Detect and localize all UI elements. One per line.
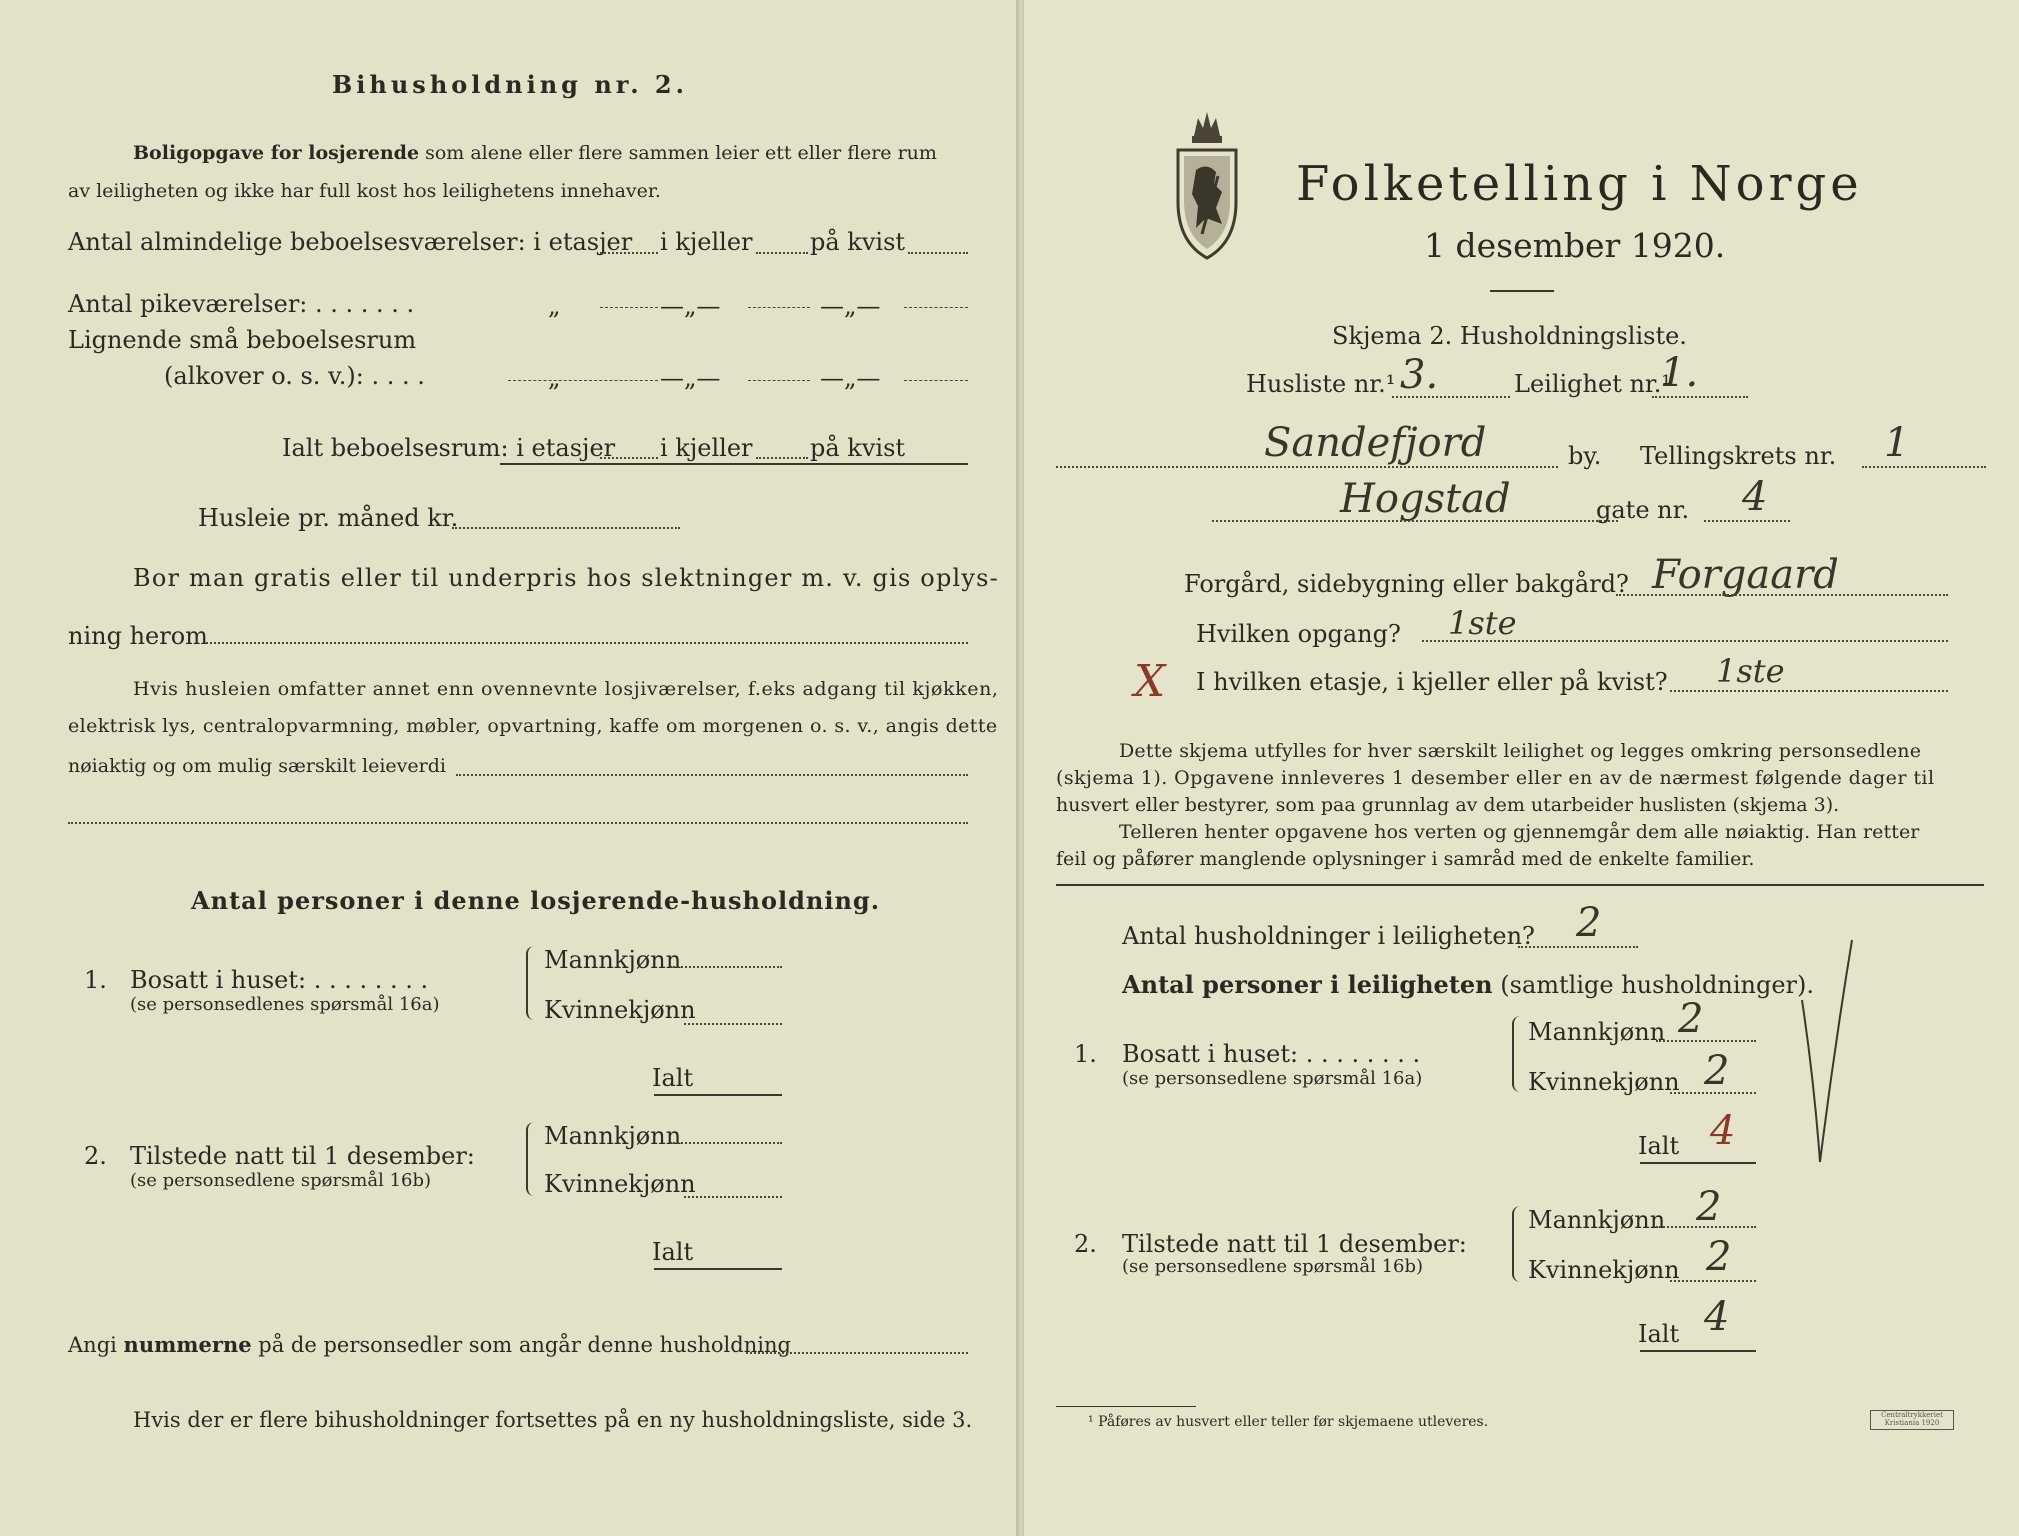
footnote: ¹ Påføres av husvert eller teller før skjemaene utleveres. — [1088, 1414, 1489, 1430]
entrance-label: Hvilken opgang? — [1196, 620, 1401, 648]
margin-mark: X — [1134, 656, 1166, 707]
numbers-pre: Angi — [68, 1333, 117, 1357]
numbers-bold: nummerne — [123, 1332, 252, 1357]
date-underline — [1490, 290, 1554, 292]
street-no-value: 4 — [1742, 474, 1768, 520]
r-q2-num: 2. — [1074, 1230, 1097, 1258]
floor-value: 1ste — [1716, 652, 1785, 690]
total-attic: på kvist — [810, 434, 906, 462]
q2-total-line — [654, 1268, 782, 1270]
apartment-line — [1652, 396, 1748, 398]
r-q2-female-value: 2 — [1706, 1234, 1732, 1280]
entrance-line — [1422, 640, 1948, 642]
free-line — [206, 642, 968, 644]
r-q2-note: (se personsedlene spørsmål 16b) — [1122, 1256, 1424, 1277]
q2-note: (se personsedlene spørsmål 16b) — [130, 1170, 432, 1191]
q2-male-label: Mannkjønn — [544, 1122, 682, 1150]
r-q1-total-line — [1640, 1162, 1756, 1164]
similar-line-3 — [904, 380, 968, 381]
q1-num: 1. — [84, 966, 107, 994]
persons-heading-line — [1122, 970, 1814, 999]
street-no-line — [1704, 520, 1790, 522]
note-3: nøiaktig og om mulig særskilt leieverdi — [68, 755, 446, 777]
r-q2-female-line — [1670, 1280, 1756, 1282]
q1-male-line — [670, 966, 782, 968]
instructions-4: Telleren henter opgavene hos verten og gjennemgår dem alle nøiaktig. Han retter — [1119, 821, 1920, 843]
left-title: Bihusholdning nr. 2. — [332, 70, 688, 99]
q2-total-label: Ialt — [652, 1238, 694, 1266]
persons-heading: Antal personer i denne losjerende-husholdning. — [191, 886, 881, 915]
r-q2-total-value: 4 — [1704, 1294, 1730, 1340]
street-value: Hogstad — [1340, 476, 1511, 522]
r-q1-num: 1. — [1074, 1040, 1097, 1068]
schema-label: Skjema 2. Husholdningsliste. — [1332, 322, 1687, 350]
instructions-rule — [1056, 884, 1984, 886]
instructions-3: husvert eller bestyrer, som paa grunnlag av dem utarbeider huslisten (skjema 3). — [1056, 794, 1840, 816]
rent-line — [452, 527, 680, 529]
r-q2-male-value: 2 — [1696, 1184, 1722, 1230]
maid-line-2 — [748, 307, 810, 308]
free-text-2: ning herom — [68, 622, 208, 650]
r-q1-brace — [1512, 1016, 1524, 1092]
r-q2-total-line — [1640, 1350, 1756, 1352]
note-line — [456, 774, 968, 776]
note-2: elektrisk lys, centralopvarmning, møbler, opvartning, kaffe om morgenen o. s. v., angis dette — [68, 715, 998, 737]
q2-female-label: Kvinnekjønn — [544, 1170, 696, 1198]
rooms-cellar: i kjeller — [660, 228, 753, 256]
total-cellar: i kjeller — [660, 434, 753, 462]
r-q2-total-label: Ialt — [1638, 1320, 1680, 1348]
households-line — [1518, 946, 1638, 948]
maid-rooms-label: Antal pikeværelser: . . . . . . . — [68, 290, 415, 318]
floor-line — [1670, 690, 1948, 692]
note-line-2 — [68, 822, 968, 824]
total-rooms-label: Ialt beboelsesrum: i etasjer — [282, 434, 616, 462]
q2-male-line — [670, 1142, 782, 1144]
free-text-1: Bor man gratis eller til underpris hos slektninger m. v. gis oplys- — [133, 564, 999, 592]
instructions-5: feil og påfører manglende oplysninger i samråd med de enkelte familier. — [1056, 848, 1755, 870]
maid-line-3 — [904, 307, 968, 308]
r-q1-male-value: 2 — [1678, 996, 1704, 1042]
q2-num: 2. — [84, 1142, 107, 1170]
r-q2-label: Tilstede natt til 1 desember: — [1122, 1230, 1467, 1258]
maid-line-1 — [600, 307, 658, 308]
rooms-attic-line — [908, 252, 968, 254]
floor-label: I hvilken etasje, i kjeller eller på kvist? — [1196, 668, 1668, 696]
rooms-etasjer-line — [600, 252, 658, 254]
r-q2-female-label: Kvinnekjønn — [1528, 1256, 1680, 1284]
maid-ditto-1: „ — [548, 292, 561, 320]
apartment-value: 1. — [1660, 350, 1699, 396]
stamp-line-1: Centraltrykkeriet — [1881, 1411, 1943, 1419]
district-label: Tellingskrets nr. — [1640, 442, 1837, 470]
q2-brace — [526, 1122, 538, 1196]
persons-heading-rest: (samtlige husholdninger). — [1500, 971, 1815, 999]
q2-female-line — [684, 1196, 782, 1198]
r-q1-female-label: Kvinnekjønn — [1528, 1068, 1680, 1096]
tally-check-mark — [1794, 930, 1864, 1170]
district-line — [1862, 466, 1986, 468]
printer-stamp — [1870, 1410, 1954, 1430]
q1-female-line — [684, 1023, 782, 1025]
similar-ditto-2: —„— — [660, 364, 721, 392]
intro-line-2: av leiligheten og ikke har full kost hos leilighetens innehaver. — [68, 180, 661, 202]
house-list-value: 3. — [1400, 352, 1439, 398]
footnote-rule — [1056, 1406, 1196, 1407]
q1-total-label: Ialt — [652, 1064, 694, 1092]
rent-label: Husleie pr. måned kr. — [198, 504, 459, 532]
numbers-post: på de personsedler som angår denne husholdning — [258, 1333, 791, 1357]
r-q1-female-value: 2 — [1704, 1048, 1730, 1094]
entrance-value: 1ste — [1448, 604, 1517, 642]
q2-label: Tilstede natt til 1 desember: — [130, 1142, 475, 1170]
census-date: 1 desember 1920. — [1424, 226, 1726, 265]
r-q2-male-line — [1656, 1226, 1756, 1228]
numbers-dotline — [746, 1352, 968, 1354]
intro-bold: Boligopgave for losjerende — [133, 142, 420, 164]
similar-line-1 — [508, 380, 658, 381]
r-q2-male-label: Mannkjønn — [1528, 1206, 1666, 1234]
city-label: by. — [1568, 442, 1602, 470]
intro-rest: som alene eller flere sammen leier ett eller flere rum — [425, 142, 937, 164]
city-line — [1056, 466, 1558, 468]
rooms-attic: på kvist — [810, 228, 906, 256]
r-q1-male-label: Mannkjønn — [1528, 1018, 1666, 1046]
building-line — [1616, 594, 1948, 596]
main-title: Folketelling i Norge — [1296, 156, 1863, 212]
maid-ditto-2: —„— — [660, 292, 721, 320]
total-etasjer-line — [600, 457, 658, 459]
persons-heading-bold: Antal personer i leiligheten — [1122, 970, 1493, 999]
instructions-2: (skjema 1). Opgavene innleveres 1 desember eller en av de nærmest følgende dager til — [1056, 767, 1935, 789]
households-value: 2 — [1576, 900, 1602, 946]
total-rooms-rule — [500, 463, 968, 465]
q1-male-label: Mannkjønn — [544, 946, 682, 974]
similar-rooms-2: (alkover o. s. v.): . . . . — [164, 362, 425, 390]
q1-label: Bosatt i huset: . . . . . . . . — [130, 966, 429, 994]
note-1: Hvis husleien omfatter annet enn ovennevnte losjiværelser, f.eks adgang til kjøkken, — [133, 678, 999, 700]
district-value: 1 — [1884, 420, 1910, 466]
rooms-cellar-line — [756, 252, 808, 254]
households-label: Antal husholdninger i leiligheten? — [1122, 922, 1535, 950]
r-q1-female-line — [1670, 1092, 1756, 1094]
house-list-line — [1392, 396, 1510, 398]
left-footer: Hvis der er flere bihusholdninger fortsettes på en ny husholdningsliste, side 3. — [133, 1408, 973, 1432]
similar-ditto-1: „ — [548, 364, 561, 392]
r-q1-male-line — [1656, 1040, 1756, 1042]
similar-rooms-1: Lignende små beboelsesrum — [68, 326, 417, 354]
street-label: gate nr. — [1596, 496, 1690, 524]
r-q1-total-label: Ialt — [1638, 1132, 1680, 1160]
r-q1-label: Bosatt i huset: . . . . . . . . — [1122, 1040, 1421, 1068]
total-cellar-line — [756, 457, 808, 459]
r-q2-brace — [1512, 1206, 1524, 1282]
stamp-line-2: Kristiania 1920 — [1884, 1419, 1940, 1427]
apartment-label: Leilighet nr.¹ — [1514, 370, 1672, 398]
intro-line-1 — [133, 142, 937, 164]
right-page — [1024, 0, 2019, 1536]
r-q1-total-value: 4 — [1710, 1108, 1736, 1154]
rooms-label: Antal almindelige beboelsesværelser: i etasjer — [68, 228, 633, 256]
instructions-1: Dette skjema utfylles for hver særskilt leilighet og legges omkring personsedlene — [1119, 740, 1922, 762]
coat-of-arms-icon — [1172, 106, 1242, 262]
city-value: Sandefjord — [1264, 420, 1487, 466]
q1-brace — [526, 946, 538, 1020]
house-list-label: Husliste nr.¹ — [1246, 370, 1396, 398]
maid-ditto-3: —„— — [820, 292, 881, 320]
r-q1-note: (se personsedlene spørsmål 16a) — [1122, 1068, 1423, 1089]
q1-total-line — [654, 1094, 782, 1096]
q1-note: (se personsedlenes spørsmål 16a) — [130, 994, 440, 1015]
building-label: Forgård, sidebygning eller bakgård? — [1184, 570, 1629, 598]
similar-ditto-3: —„— — [820, 364, 881, 392]
numbers-line — [68, 1332, 791, 1357]
building-value: Forgaard — [1652, 552, 1839, 598]
q1-female-label: Kvinnekjønn — [544, 996, 696, 1024]
street-line — [1212, 520, 1618, 522]
similar-line-2 — [748, 380, 810, 381]
